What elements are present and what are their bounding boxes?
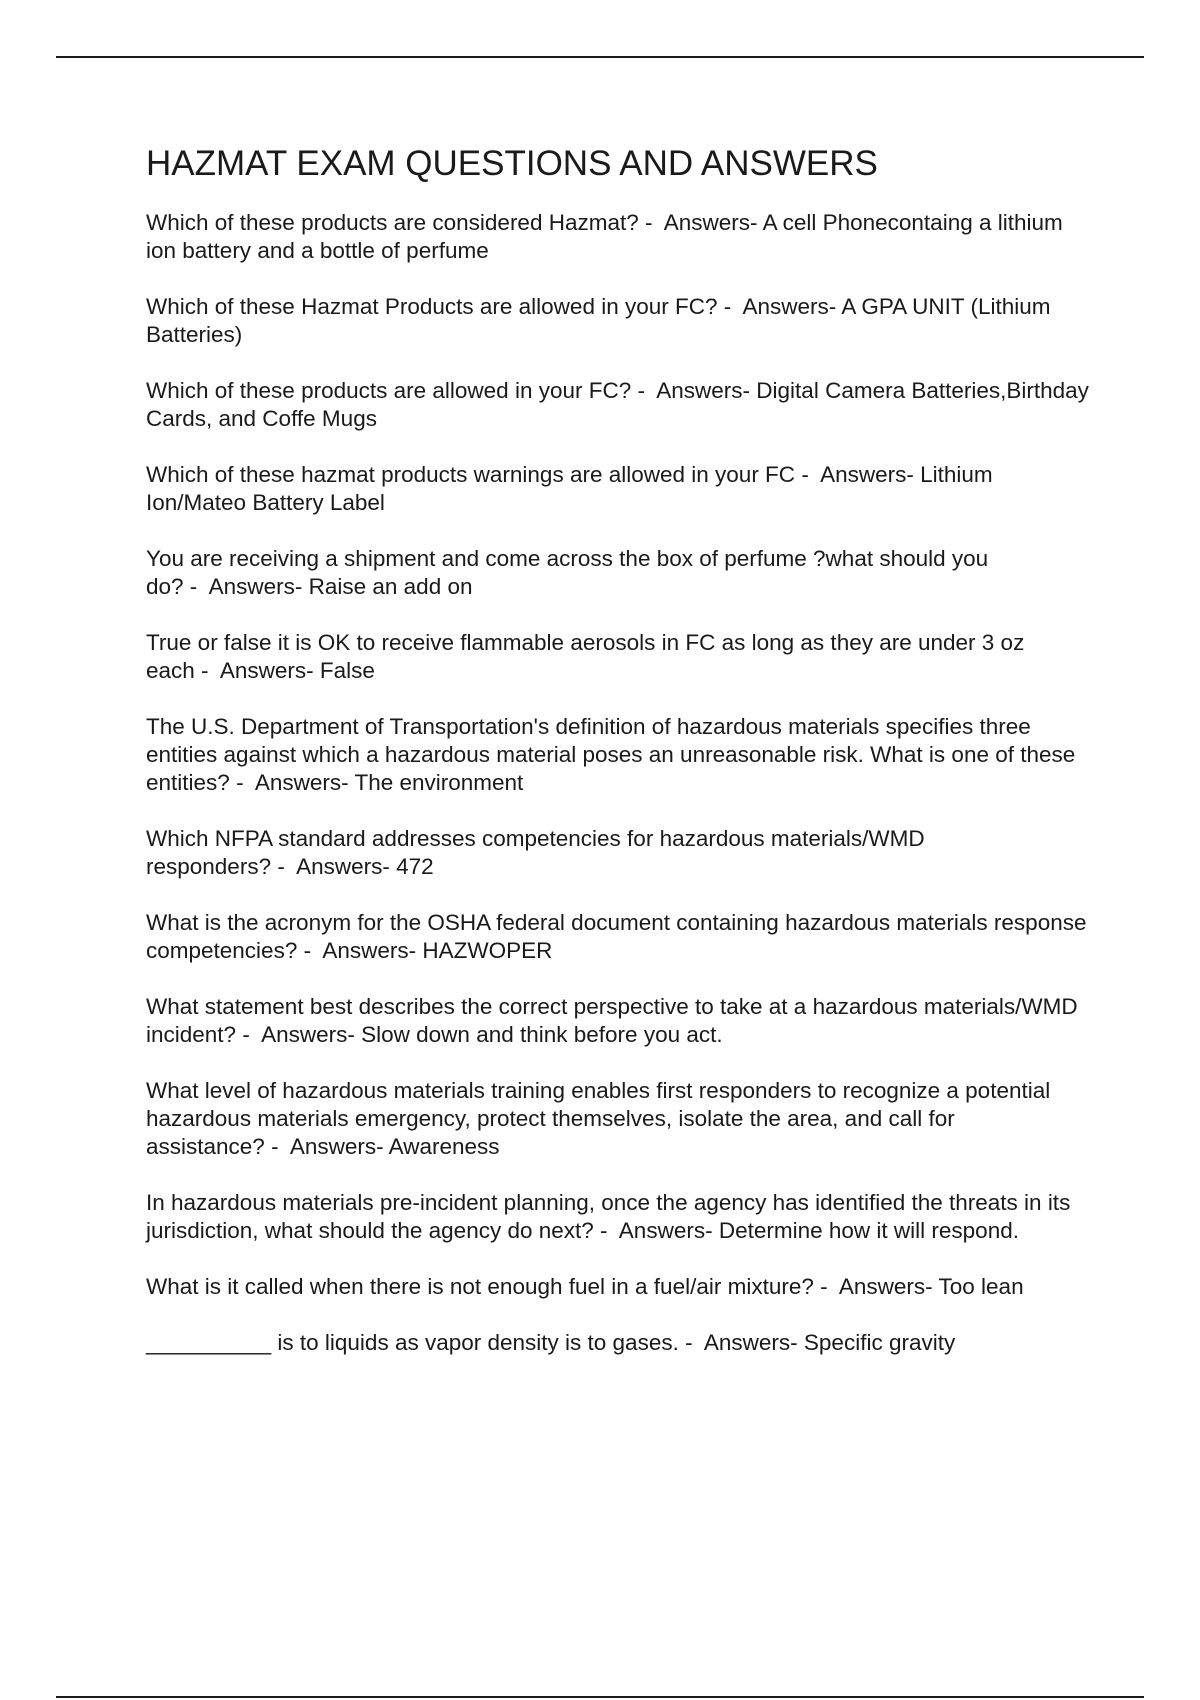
question-text: What is it called when there is not enough fuel in a fuel/air mixture? - <box>146 1274 839 1299</box>
answer-label: Answers- <box>838 1274 933 1299</box>
answer-label: Answers- <box>656 378 751 403</box>
answer-label: Answers- <box>254 770 349 795</box>
answer-label: Answers- <box>820 462 914 487</box>
question-text: Which of these products are allowed in your FC? - <box>146 378 656 403</box>
answer-label: Answers- <box>742 294 837 319</box>
qa-item <box>146 713 1096 797</box>
qa-item <box>146 629 1096 685</box>
qa-item <box>146 377 1096 433</box>
top-rule <box>56 56 1144 58</box>
qa-item <box>146 1329 1096 1357</box>
answer-text: Raise an add on <box>308 574 473 599</box>
question-text: What is the acronym for the OSHA federal document containing hazardous materials response competencies? - <box>146 910 1087 963</box>
answer-text: Digital Camera Batteries,Birthday Cards, and Coffe Mugs <box>146 378 1089 431</box>
question-text: You are receiving a shipment and come across the box of perfume ?what should you do? - <box>146 546 988 599</box>
qa-item <box>146 1273 1096 1301</box>
answer-text: A cell Phonecontaing a lithium ion battery and a bottle of perfume <box>146 210 1063 263</box>
answer-label: Answers- <box>296 854 390 879</box>
qa-item <box>146 993 1096 1049</box>
qa-item <box>146 825 1096 881</box>
answer-text: Determine how it will respond. <box>718 1218 1019 1243</box>
answer-text: 472 <box>396 854 434 879</box>
qa-item <box>146 909 1096 965</box>
question-text: What statement best describes the correct perspective to take at a hazardous materials/WMD incident? - <box>146 994 1078 1047</box>
question-text: True or false it is OK to receive flammable aerosols in FC as long as they are under 3 oz each - <box>146 630 1024 683</box>
answer-text: False <box>319 658 375 683</box>
answer-text: The environment <box>354 770 524 795</box>
answer-label: Answers- <box>208 574 303 599</box>
answer-label: Answers- <box>219 658 314 683</box>
qa-item <box>146 1077 1096 1161</box>
answer-text: Awareness <box>388 1134 500 1159</box>
document-body <box>146 142 1096 1385</box>
answer-label: Answers- <box>261 1022 355 1047</box>
qa-item <box>146 461 1096 517</box>
question-text: Which of these hazmat products warnings are allowed in your FC - <box>146 462 820 487</box>
answer-text: Too lean <box>938 1274 1024 1299</box>
bottom-rule <box>56 1696 1144 1698</box>
answer-text: Slow down and think before you act. <box>361 1022 723 1047</box>
question-text: Which of these products are considered Hazmat? - <box>146 210 664 235</box>
answer-text: Specific gravity <box>803 1330 956 1355</box>
qa-item <box>146 293 1096 349</box>
qa-item <box>146 1189 1096 1245</box>
question-text: __________ is to liquids as vapor density is to gases. - <box>146 1330 704 1355</box>
answer-label: Answers- <box>663 210 758 235</box>
qa-item <box>146 209 1096 265</box>
answer-text: Lithium Ion/Mateo Battery Label <box>146 462 993 515</box>
question-text: In hazardous materials pre-incident planning, once the agency has identified the threats in its jurisdiction, what should the agency do next? - <box>146 1190 1070 1243</box>
answer-label: Answers- <box>618 1218 713 1243</box>
answer-text: HAZWOPER <box>422 938 553 963</box>
answer-label: Answers- <box>703 1330 798 1355</box>
question-text: Which of these Hazmat Products are allowed in your FC? - <box>146 294 743 319</box>
answer-text: A GPA UNIT (Lithium Batteries) <box>146 294 1051 347</box>
document-title: HAZMAT EXAM QUESTIONS AND ANSWERS <box>146 144 878 183</box>
question-text: The U.S. Department of Transportation's definition of hazardous materials specifies three entities against which a hazardous material poses an unreasonable risk. What is one of these entities? - <box>146 714 1075 795</box>
question-text: What level of hazardous materials training enables first responders to recognize a potential hazardous materials emergency, protect themselves, isolate the area, and call for assistance? - <box>146 1078 1050 1159</box>
answer-label: Answers- <box>322 938 417 963</box>
answer-label: Answers- <box>289 1134 384 1159</box>
question-text: Which NFPA standard addresses competencies for hazardous materials/WMD responders? - <box>146 826 925 879</box>
qa-item <box>146 545 1096 601</box>
